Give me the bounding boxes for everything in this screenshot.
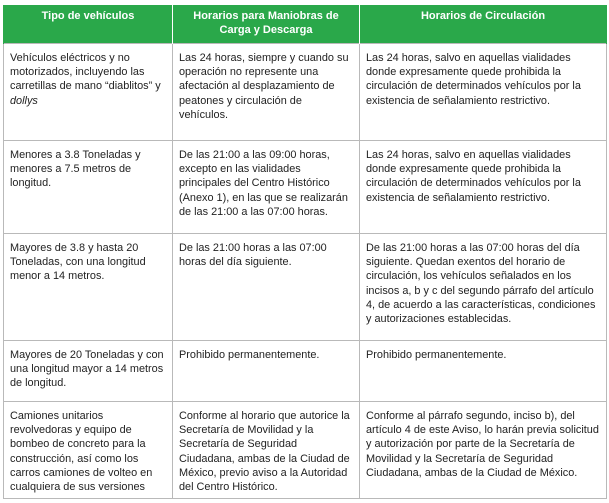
header-circulation-hours: Horarios de Circulación <box>360 5 607 44</box>
cell-vehicle-type: Mayores de 3.8 y hasta 20 Toneladas, con una longitud menor a 14 metros. <box>4 234 173 341</box>
header-loading-hours: Horarios para Maniobras de Carga y Descarga <box>173 5 360 44</box>
vehicle-schedule-table <box>3 5 607 499</box>
cell-vehicle-type: Camiones unitarios revolvedoras y equipo de bombeo de concreto para la construcción, así como los carros camiones de volteo en cualquiera de sus versiones <box>4 402 173 499</box>
cell-vehicle-type <box>4 44 173 141</box>
cell-loading-hours: De las 21:00 a las 09:00 horas, excepto en las vialidades principales del Centro Histórico (Anexo 1), en las que se realizarán de las 21:00 a las 07:00 horas. <box>173 141 360 234</box>
cell-vehicle-type: Mayores de 20 Toneladas y con una longitud mayor a 14 metros de longitud. <box>4 341 173 402</box>
cell-vehicle-type: Menores a 3.8 Toneladas y menores a 7.5 metros de longitud. <box>4 141 173 234</box>
cell-loading-hours: De las 21:00 horas a las 07:00 horas del día siguiente. <box>173 234 360 341</box>
table-row <box>4 44 607 141</box>
header-vehicle-type: Tipo de vehículos <box>4 5 173 44</box>
cell-circulation-hours: Conforme al párrafo segundo, inciso b), del artículo 4 de este Aviso, lo harán previa solicitud y autorización por parte de la Secretaría de Movilidad y la Secretaría de Seguridad Ciudadana, ambas de la Ciudad de México. <box>360 402 607 499</box>
header-row <box>4 5 607 44</box>
table-header <box>4 5 607 44</box>
cell-circulation-hours: De las 21:00 horas a las 07:00 horas del día siguiente. Quedan exentos del horario de circulación, los vehículos señalados en los incisos a, b y c del segundo párrafo del artículo 4, de acuerdo a las características, condiciones y autorizaciones establecidas. <box>360 234 607 341</box>
cell-loading-hours: Prohibido permanentemente. <box>173 341 360 402</box>
table-body <box>4 44 607 499</box>
cell-circulation-hours: Prohibido permanentemente. <box>360 341 607 402</box>
cell-loading-hours: Las 24 horas, siempre y cuando su operación no represente una afectación al desplazamiento de peatones y circulación de vehículos. <box>173 44 360 141</box>
cell-circulation-hours: Las 24 horas, salvo en aquellas vialidades donde expresamente quede prohibida la circulación de determinados vehículos por la existencia de señalamiento restrictivo. <box>360 141 607 234</box>
cell-loading-hours: Conforme al horario que autorice la Secretaría de Movilidad y la Secretaría de Seguridad Ciudadana, ambas de la Ciudad de México, previo aviso a la Autoridad del Centro Histórico. <box>173 402 360 499</box>
table-row <box>4 402 607 499</box>
table-row <box>4 234 607 341</box>
table-row <box>4 341 607 402</box>
vehicle-type-text: Vehículos eléctricos y no motorizados, incluyendo las carretillas de mano “diablitos” y <box>10 52 161 93</box>
vehicle-type-italic-text: dollys <box>10 94 38 107</box>
cell-circulation-hours: Las 24 horas, salvo en aquellas vialidades donde expresamente quede prohibida la circulación de determinados vehículos por la existencia de señalamiento restrictivo. <box>360 44 607 141</box>
table-row <box>4 141 607 234</box>
